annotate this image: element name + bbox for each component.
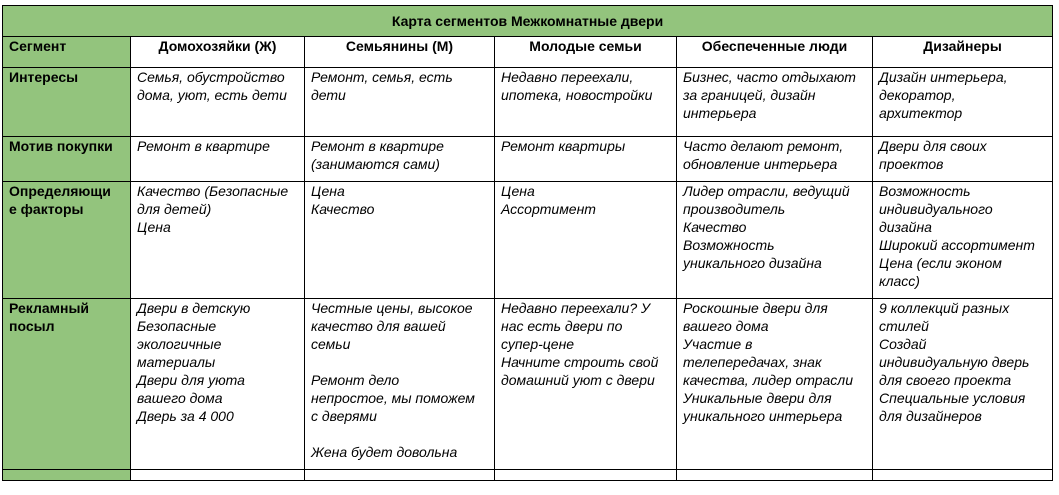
header-row bbox=[3, 37, 1053, 68]
column-header-wealthy: Обеспеченные люди bbox=[677, 37, 873, 68]
table-cell: Недавно переехали? У нас есть двери по супер-цене Начните строить свой домашний уют с двери bbox=[495, 299, 677, 470]
table-cell bbox=[495, 470, 677, 481]
table-cell: Лидер отрасли, ведущий производитель Качество Возможность уникального дизайна bbox=[677, 182, 873, 299]
table-cell bbox=[131, 470, 305, 481]
table-row-partial bbox=[3, 470, 1053, 481]
table-title: Карта сегментов Межкомнатные двери bbox=[3, 6, 1053, 37]
table-row-ad-message bbox=[3, 299, 1053, 470]
table-cell bbox=[305, 470, 495, 481]
table-cell bbox=[873, 470, 1053, 481]
table-cell: Возможность индивидуального дизайна Широкий ассортимент Цена (если эконом класс) bbox=[873, 182, 1053, 299]
row-label-motive: Мотив покупки bbox=[3, 137, 131, 182]
row-label-interests: Интересы bbox=[3, 68, 131, 137]
column-header-housewives: Домохозяйки (Ж) bbox=[131, 37, 305, 68]
table-cell: Недавно переехали, ипотека, новостройки bbox=[495, 68, 677, 137]
table-cell: Ремонт квартиры bbox=[495, 137, 677, 182]
table-cell: Роскошные двери для вашего дома Участие в телепередачах, знак качества, лидер отрасли Уникальные двери для уникального интерьера bbox=[677, 299, 873, 470]
column-header-designers: Дизайнеры bbox=[873, 37, 1053, 68]
table-cell: Часто делают ремонт, обновление интерьера bbox=[677, 137, 873, 182]
table-cell: Ремонт в квартире bbox=[131, 137, 305, 182]
table-cell: Качество (Безопасные для детей) Цена bbox=[131, 182, 305, 299]
row-label-factors: Определяющи е факторы bbox=[3, 182, 131, 299]
table-cell: Цена Ассортимент bbox=[495, 182, 677, 299]
table-cell: Честные цены, высокое качество для вашей семьи Ремонт дело непростое, мы поможем с дверями Жена будет довольна bbox=[305, 299, 495, 470]
table-cell: Дизайн интерьера, декоратор, архитектор bbox=[873, 68, 1053, 137]
row-label-partial bbox=[3, 470, 131, 481]
table-cell bbox=[677, 470, 873, 481]
table-cell: Бизнес, часто отдыхают за границей, дизайн интерьера bbox=[677, 68, 873, 137]
table-cell: Двери в детскую Безопасные экологичные материалы Двери для уюта вашего дома Дверь за 4 000 bbox=[131, 299, 305, 470]
column-header-family-men: Семьянины (М) bbox=[305, 37, 495, 68]
segment-header: Сегмент bbox=[3, 37, 131, 68]
row-label-ad-message: Рекламный посыл bbox=[3, 299, 131, 470]
table-row-interests bbox=[3, 68, 1053, 137]
segment-map-table bbox=[2, 5, 1053, 481]
table-cell: Ремонт в квартире (занимаются сами) bbox=[305, 137, 495, 182]
column-header-young-families: Молодые семьи bbox=[495, 37, 677, 68]
table-row-motive bbox=[3, 137, 1053, 182]
table-cell: Ремонт, семья, есть дети bbox=[305, 68, 495, 137]
table-cell: Двери для своих проектов bbox=[873, 137, 1053, 182]
table-cell: Цена Качество bbox=[305, 182, 495, 299]
table-cell: Семья, обустройство дома, уют, есть дети bbox=[131, 68, 305, 137]
table-cell: 9 коллекций разных стилей Создай индивидуальную дверь для своего проекта Специальные условия для дизайнеров bbox=[873, 299, 1053, 470]
table-row-factors bbox=[3, 182, 1053, 299]
